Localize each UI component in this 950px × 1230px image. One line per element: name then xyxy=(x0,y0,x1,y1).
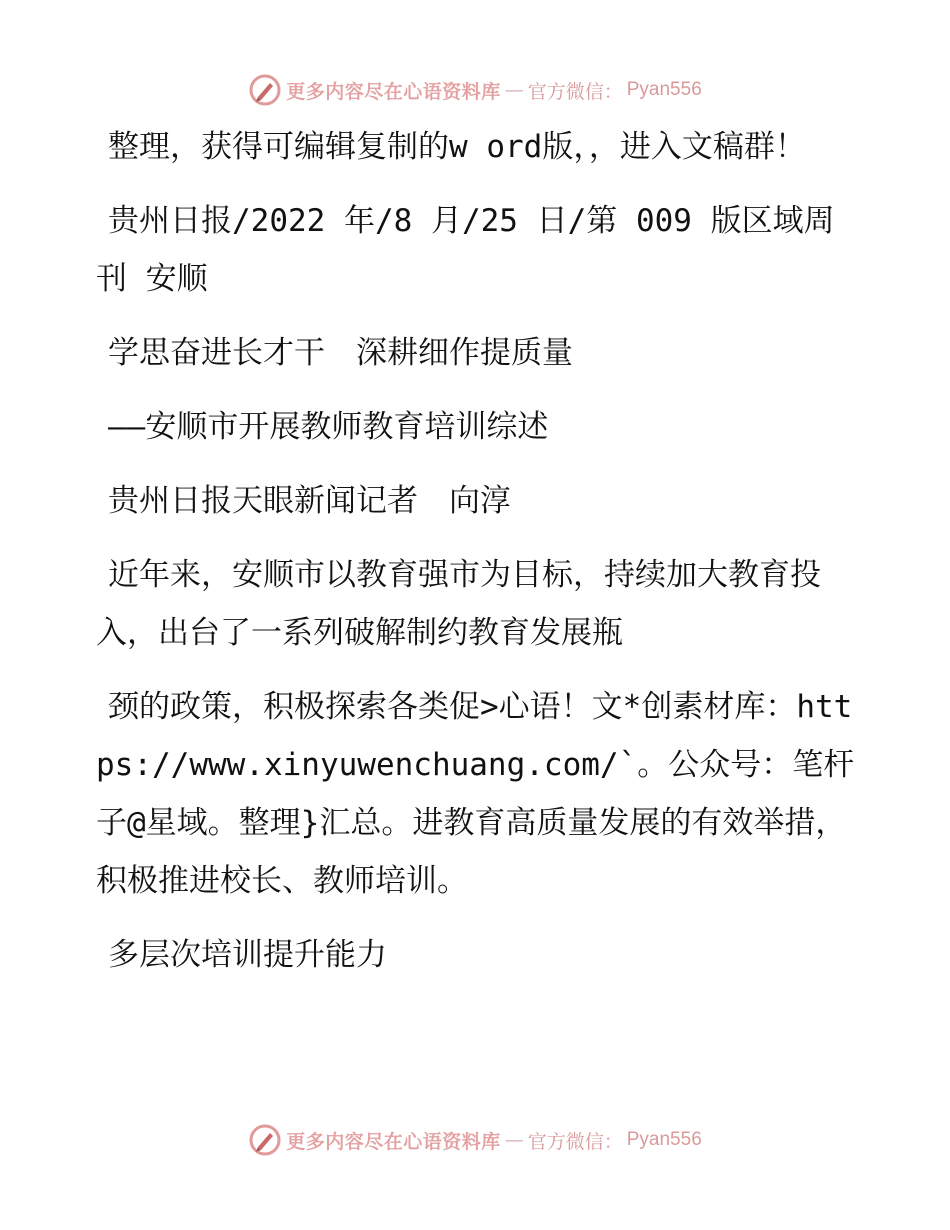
paragraph-body-1: 近年来，安顺市以教育强市为目标，持续加大教育投入，出台了一系列破解制约教育发展瓶 xyxy=(96,557,821,651)
banner-separator: — xyxy=(504,1129,524,1151)
footer-banner-inner xyxy=(248,1123,702,1157)
header-banner-inner xyxy=(248,73,702,107)
banner-wechat-id: Pyan556 xyxy=(626,1129,702,1150)
document-body xyxy=(96,118,856,984)
section-heading: 多层次培训提升能力 xyxy=(108,937,387,973)
banner-wechat-label: 官方微信： xyxy=(527,1130,623,1153)
article-title: 学思奋进长才干 深耕细作提质量 xyxy=(108,335,573,371)
article-byline: 贵州日报天眼新闻记者 向淳 xyxy=(108,483,511,519)
banner-site-text: 更多内容尽在心语资料库 xyxy=(286,80,501,103)
paragraph-source: 贵州日报/2022 年/8 月/25 日/第 009 版区域周刊 安顺 xyxy=(96,203,835,297)
pen-logo-icon xyxy=(248,73,282,107)
banner-site-text: 更多内容尽在心语资料库 xyxy=(286,1130,501,1153)
paragraph-body-2: 颈的政策，积极探索各类促>心语！文*创素材库：https://www.xinyuwenchuang.com/`。公众号：笔杆子@星域。整理}汇总。进教育高质量发展的有效举措，积极推进校长、教师培训。 xyxy=(96,689,855,899)
banner-separator: — xyxy=(504,79,524,101)
header-banner xyxy=(0,70,950,110)
paragraph-intro: 整理，获得可编辑复制的w ord版，，进入文稿群！ xyxy=(108,129,806,165)
article-subtitle: ——安顺市开展教师教育培训综述 xyxy=(108,409,549,445)
banner-wechat-label: 官方微信： xyxy=(527,80,623,103)
footer-banner xyxy=(0,1120,950,1160)
banner-wechat-id: Pyan556 xyxy=(626,79,702,100)
pen-logo-icon xyxy=(248,1123,282,1157)
